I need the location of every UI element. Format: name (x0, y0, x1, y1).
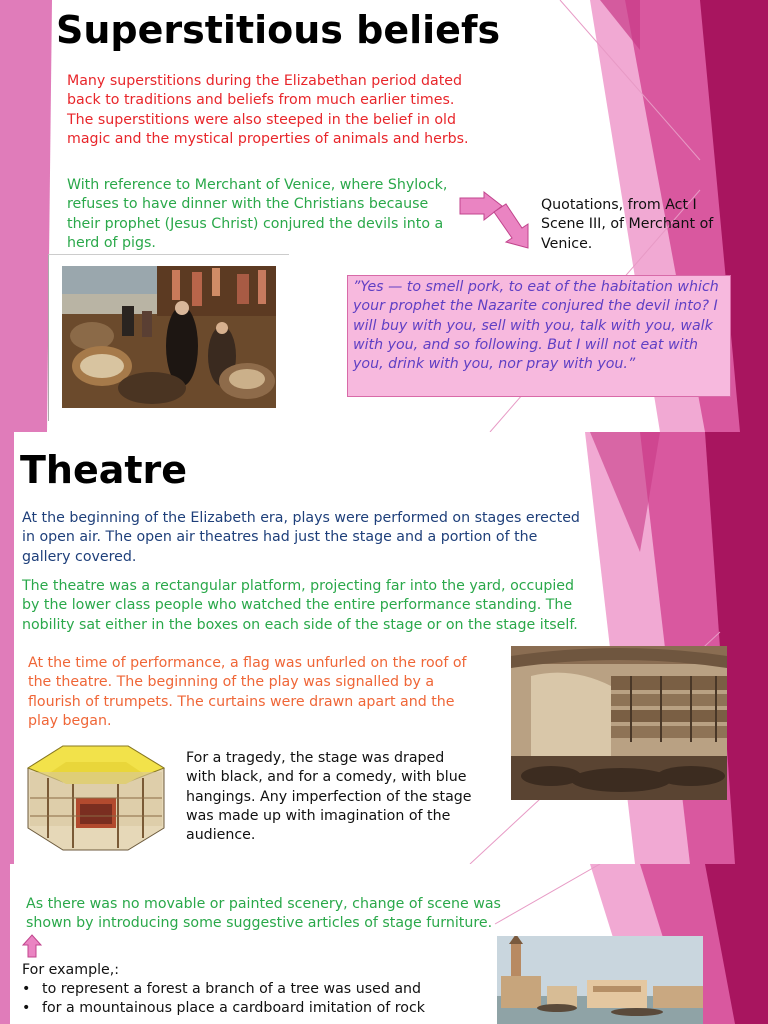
open-air-paragraph: At the beginning of the Elizabeth era, plays were performed on stages erected in open air. The open air theatres had just the stage and a portion of the gallery covered. (22, 510, 580, 565)
performance-paragraph: At the time of performance, a flag was unfurled on the roof of the theatre. The beginning of the play was signalled by a flourish of trumpets. The curtains were drawn apart and the play began. (28, 655, 467, 729)
page-title: Superstitious beliefs (56, 8, 501, 52)
venice-painting-image (497, 936, 703, 1024)
scenery-paragraph: As there was no movable or painted scenery, change of scene was shown by introducing some suggestive articles of stage furniture. (26, 896, 501, 932)
superstition-paragraph: Many superstitions during the Elizabethan period dated back to traditions and beliefs from much earlier times. The superstitions were also steeped in the belief in old magic and the mystical properties of animals and herbs. (67, 73, 469, 147)
arrow-up-icon (22, 934, 42, 958)
slide-scenery (0, 864, 768, 1024)
shylock-paragraph: With reference to Merchant of Venice, where Shylock, refuses to have dinner with the Christians because their prophet (Jesus Christ) conjured the devils into a herd of pigs. (67, 177, 448, 251)
example-label: For example,: (22, 962, 120, 978)
list-item: • for a mountainous place a cardboard imitation of rock (22, 999, 492, 1018)
list-item: • to represent a forest a branch of a tree was used and (22, 980, 492, 999)
arrow-right-down-icon (458, 188, 538, 252)
stage-draping-paragraph: For a tragedy, the stage was draped with black, and for a comedy, with blue hangings. Any imperfection of the stage was made up with imagination of the audience. (186, 750, 472, 844)
platform-paragraph: The theatre was a rectangular platform, projecting far into the yard, occupied by the lower class people who watched the entire performance standing. The nobility sat either in the boxes on each side of the stage or on the stage itself. (22, 578, 578, 633)
example-list (22, 980, 492, 1019)
slide-superstitious-beliefs (0, 0, 768, 432)
market-painting-image (62, 266, 276, 408)
globe-theatre-model-image (18, 738, 174, 856)
quote-box: ”Yes — to smell pork, to eat of the habitation which your prophet the Nazarite conjured the devil into? I will buy with you, sell with you, talk with you, walk with you, and so following. But I will not eat with you, drink with you, nor pray with you.” (347, 275, 731, 397)
section-title: Theatre (20, 448, 188, 492)
theatre-interior-image (511, 646, 727, 800)
slide-theatre (0, 432, 768, 864)
quotation-source-note: Quotations, from Act I Scene III, of Merchant of Venice. (541, 197, 714, 252)
